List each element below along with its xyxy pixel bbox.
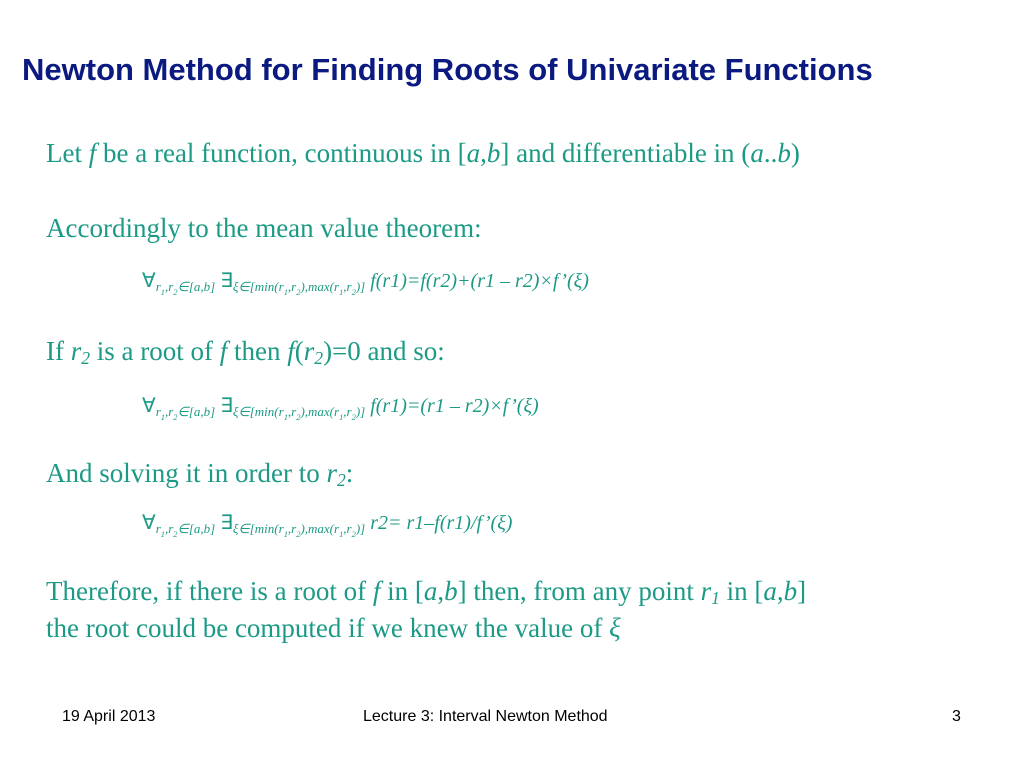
var-r: r [291,279,297,294]
subscript: 1 [339,412,344,422]
var-b: b [783,576,798,606]
text: , [343,521,347,536]
var-a: a [750,138,764,168]
var-r: r [326,458,337,488]
text: in [ [380,576,424,606]
var-r: r [346,521,352,536]
var-b: b [486,138,501,168]
text: ∈[a,b] [177,521,216,536]
paragraph-conclusion-line2 [46,613,621,644]
forall-symbol: ∀ [142,270,156,292]
subscript: 2 [173,412,178,422]
text: , [776,576,784,606]
quantifier-prefix [142,395,370,422]
text: , [480,138,487,168]
text: ] then, from any point [457,576,701,606]
text: )=0 and so: [323,336,445,366]
formula-expression: f(r1)=(r1 – r2)×f’(ξ) [370,395,539,417]
text: ] [797,576,807,606]
text: , [343,279,347,294]
var-a: a [466,138,481,168]
var-r: r [168,279,174,294]
text: : [345,458,354,488]
exists-domain [232,521,366,539]
quantifier-prefix [142,512,370,539]
text: in [ [719,576,764,606]
formula-solved [142,510,512,537]
var-a: a [763,576,777,606]
text: Therefore, if there is a root of [46,576,373,606]
forall-domain [155,521,216,539]
var-r: r [291,521,297,536]
forall-domain [155,279,216,297]
text: , [343,404,347,419]
text: ( [294,336,304,366]
text: , [287,404,292,419]
footer-lecture-title: Lecture 3: Interval Newton Method [363,708,608,725]
exists-domain [232,279,366,297]
paragraph-mean-value: Accordingly to the mean value theorem: [46,213,482,243]
subscript: 1 [339,529,344,539]
text: And solving it in order to [46,458,327,488]
text: If [46,336,71,366]
subscript: 1 [160,529,165,539]
var-r: r [155,521,161,536]
text: ∈[a,b] [177,404,216,419]
text: ] and differentiable in ( [500,138,751,168]
subscript: 1 [283,412,288,422]
var-f: f [219,336,228,366]
subscript: 1 [283,529,288,539]
subscript: 2 [81,348,91,368]
text: then [227,336,288,366]
footer-page-number: 3 [952,708,961,725]
var-r: r [346,404,352,419]
text: , [164,279,169,294]
subscript: 1 [160,287,165,297]
text: )] [355,279,366,294]
text: ∈[a,b] [177,279,216,294]
text: ),max( [300,404,335,419]
subscript: 1 [283,287,288,297]
var-r: r [334,521,340,536]
text: ) [790,138,800,168]
text: .. [763,138,778,168]
var-f: f [372,576,381,606]
subscript: 1 [160,412,165,422]
slide-title: Newton Method for Finding Roots of Univariate Functions [22,52,873,87]
var-b: b [444,576,458,606]
exists-symbol: ∃ [220,270,233,292]
var-r: r [291,404,297,419]
var-r: r [168,404,174,419]
text: , [164,404,169,419]
paragraph-root-condition [46,336,445,367]
paragraph-solving [46,458,353,489]
text: )] [355,404,366,419]
text: ξ∈[min( [232,521,279,536]
subscript: 1 [711,588,720,608]
paragraph-definition [46,138,800,169]
exists-symbol: ∃ [220,395,233,417]
var-r: r [278,521,284,536]
formula-expression: f(r1)=f(r2)+(r1 – r2)×f’(ξ) [370,270,589,292]
var-r: r [168,521,174,536]
var-f: f [88,138,97,168]
text: )] [355,521,366,536]
forall-symbol: ∀ [142,512,156,534]
var-r: r [346,279,352,294]
text: be a real function, continuous in [ [96,138,467,168]
text: , [437,576,445,606]
var-r: r [278,404,284,419]
text: , [164,521,169,536]
var-b: b [777,138,791,168]
var-r: r [334,279,340,294]
text: ξ∈[min( [232,279,279,294]
subscript: 2 [173,529,178,539]
exists-symbol: ∃ [220,512,233,534]
var-a: a [423,576,438,606]
text: , [287,279,292,294]
formula-expression: r2= r1–f(r1)/f’(ξ) [370,512,513,534]
var-r: r [334,404,340,419]
formula-root-substituted [142,393,539,420]
var-r: r [155,279,161,294]
text: Let [46,138,89,168]
subscript: 2 [296,287,301,297]
var-r: r [303,336,315,366]
forall-symbol: ∀ [142,395,156,417]
formula-mean-value [142,268,589,295]
var-r: r [70,336,82,366]
paragraph-conclusion-line1 [46,576,806,607]
text: the root could be computed if we knew the value of [46,613,610,643]
subscript: 2 [296,529,301,539]
text: ξ∈[min( [232,404,279,419]
footer-date: 19 April 2013 [62,708,156,725]
quantifier-prefix [142,270,370,297]
subscript: 2 [351,287,356,297]
var-r: r [155,404,161,419]
subscript: 1 [339,287,344,297]
exists-domain [232,404,366,422]
text: ),max( [300,279,335,294]
text: ),max( [300,521,335,536]
var-r: r [700,576,712,606]
subscript: 2 [314,348,324,368]
forall-domain [155,404,216,422]
subscript: 2 [351,529,356,539]
text: , [287,521,292,536]
subscript: 2 [337,470,346,490]
subscript: 2 [351,412,356,422]
var-f: f [287,336,295,366]
subscript: 2 [173,287,178,297]
var-xi: ξ [609,613,621,643]
text: is a root of [90,336,220,366]
subscript: 2 [296,412,301,422]
var-r: r [278,279,284,294]
